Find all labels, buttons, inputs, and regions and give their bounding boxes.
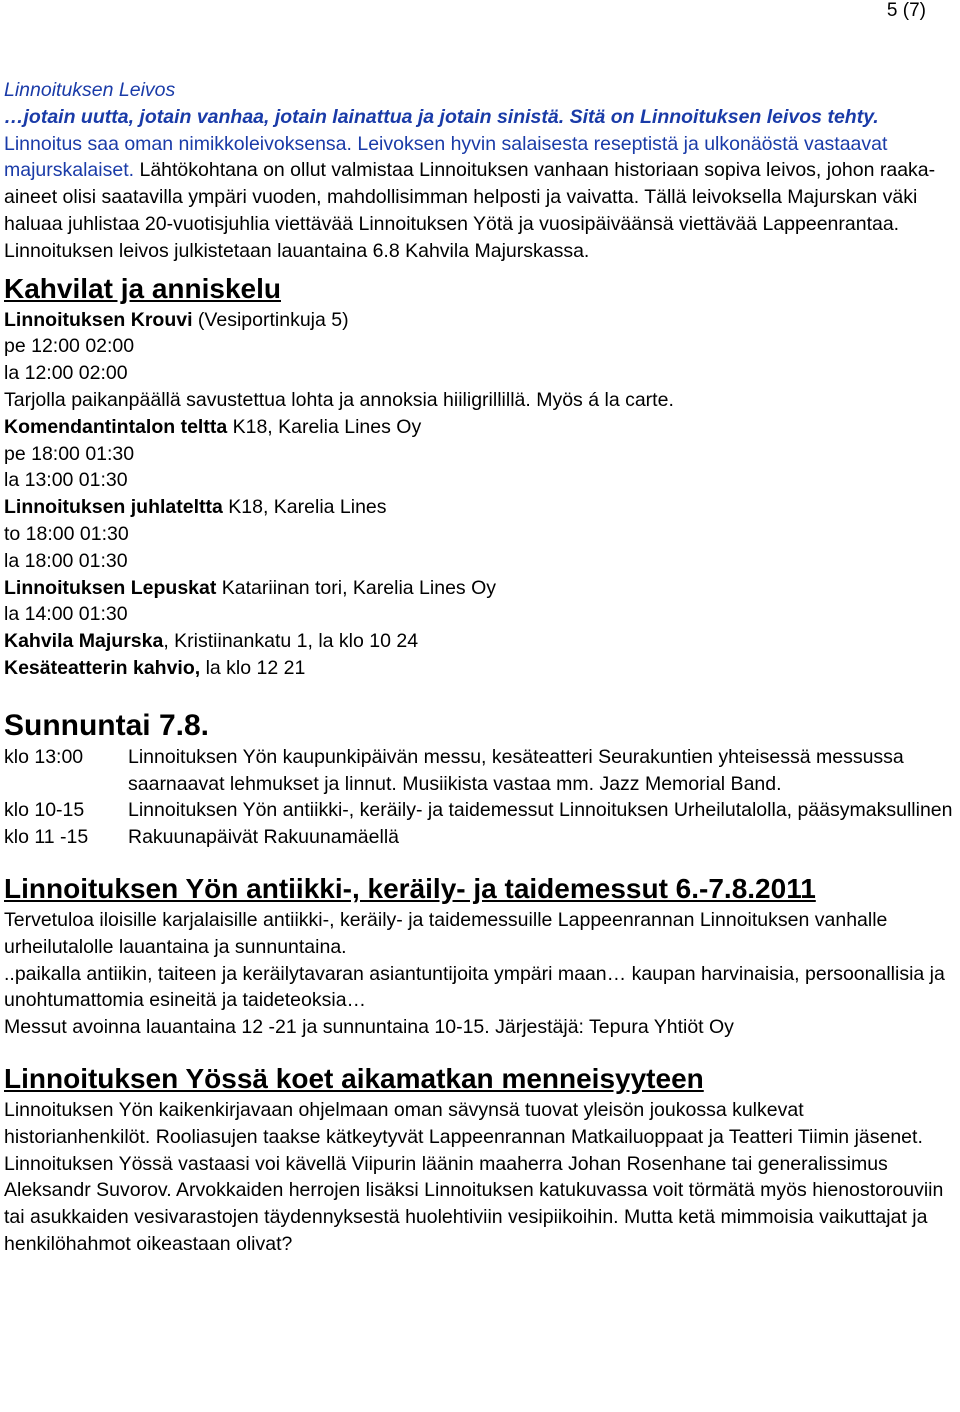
koet-heading: Linnoituksen Yössä koet aikamatkan menneisyyteen — [4, 1062, 704, 1094]
koet-body: Linnoituksen Yön kaikenkirjavaan ohjelmaan oman sävynsä tuovat yleisön joukossa kulkevat historianhenkilöt. Rooliasujen taakse kätkeytyvät Lappeenrannan Matkailuoppaat ja Teatteri Tiimin jäsenet. Linnoituksen Yössä vastaasi voi kävellä Viipurin läänin maaherra Johan Rosenhane tai generalissimus Aleksandr Suvorov. Arvokkaiden herrojen lisäksi Linnoituksen katukuvassa voit törmätä myös hienostorouviin tai asukkaiden vesivarastojen täydennyksestä huolehtiviin vesipiikoihin. Mutta ketä mimmoisia vaikuttajat ja henkilöhahmot oikeastaan olivat? — [4, 1098, 944, 1255]
leivos-release: Linnoituksen leivos julkistetaan lauantaina 6.8 Kahvila Majurskassa. — [4, 239, 590, 262]
sunnuntai-heading: Sunnuntai 7.8. — [4, 708, 210, 742]
schedule-time: klo 10-15 — [4, 799, 85, 822]
messut-section — [4, 871, 954, 1041]
juhlateltta-hours-to: to 18:00 01:30 — [4, 522, 129, 545]
kahvilat-heading: Kahvilat ja anniskelu — [4, 272, 281, 304]
document-page — [4, 0, 954, 1258]
krouvi-hours-la: la 12:00 02:00 — [4, 362, 128, 385]
venue-majurska: Kahvila Majurska, Kristiinankatu 1, la klo 10 24 — [4, 630, 419, 653]
komendantti-hours-pe: pe 18:00 01:30 — [4, 442, 135, 465]
schedule-text: Linnoituksen Yön antiikki-, keräily- ja taidemessut Linnoituksen Urheilutalolla, pääsymaksullinen — [128, 799, 953, 822]
krouvi-hours-pe: pe 12:00 02:00 — [4, 335, 135, 358]
messut-paragraph-2: ..paikalla antiikin, taiteen ja keräilytavaran asiantuntijoita ympäri maan… kaupan harvinaisia, persoonallisia ja unohtumattomia esineitä ja taideteoksia… — [4, 962, 945, 1012]
leivos-subtitle: …jotain uutta, jotain vanhaa, jotain lainattua ja jotain sinistä. Sitä on Linnoituksen leivos tehty. — [4, 105, 879, 128]
page-number: 5 (7) — [886, 0, 926, 21]
krouvi-description: Tarjolla paikanpäällä savustettua lohta ja annoksia hiiligrillillä. Myös á la carte. — [4, 388, 674, 411]
leivos-section — [4, 77, 954, 265]
schedule-time: klo 11 -15 — [4, 826, 89, 849]
schedule-time: klo 13:00 — [4, 745, 84, 768]
leivos-intro: Linnoitus saa oman nimikkoleivoksensa. Leivoksen hyvin salaisesta reseptistä ja ulkonäöstä vastaavat majurskalaiset. — [4, 132, 888, 182]
schedule-table — [4, 744, 954, 851]
venue-komendantti: Komendantintalon teltta K18, Karelia Lines Oy — [4, 415, 422, 438]
venue-kesateatteri: Kesäteatterin kahvio, la klo 12 21 — [4, 656, 306, 679]
messut-paragraph-1: Tervetuloa iloisille karjalaisille antiikki-, keräily- ja taidemessuille Lappeenrannan Linnoituksen vanhalle urheilutalolle lauantaina ja sunnuntaina. — [4, 908, 888, 958]
kahvilat-section — [4, 271, 954, 682]
juhlateltta-hours-la: la 18:00 01:30 — [4, 549, 128, 572]
messut-heading: Linnoituksen Yön antiikki-, keräily- ja taidemessut 6.-7.8.2011 — [4, 872, 816, 904]
schedule-text: Rakuunapäivät Rakuunamäellä — [128, 826, 400, 849]
komendantti-hours-la: la 13:00 01:30 — [4, 469, 128, 492]
venue-lepuskat: Linnoituksen Lepuskat Katariinan tori, Karelia Lines Oy — [4, 576, 496, 599]
leivos-body: Lähtökohtana on ollut valmistaa Linnoituksen vanhaan historiaan sopiva leivos, johon raaka-aineet olisi saatavilla ympäri vuoden, mahdollisimman helposti ja vaivatta. Tällä leivoksella Majurskan väki haluaa juhlistaa 20-vuotisjuhlia viettävää Linnoituksen Yötä ja vuosipäiväänsä viettävää Lappeenrantaa. — [4, 159, 936, 235]
messut-paragraph-3: Messut avoinna lauantaina 12 -21 ja sunnuntaina 10-15. Järjestäjä: Tepura Yhtiöt Oy — [4, 1016, 734, 1039]
lepuskat-hours-la: la 14:00 01:30 — [4, 603, 128, 626]
koet-section — [4, 1061, 954, 1258]
leivos-title: Linnoituksen Leivos — [4, 79, 176, 101]
schedule-text: Linnoituksen Yön kaupunkipäivän messu, kesäteatteri Seurakuntien yhteisessä messussa saarnaavat lehmukset ja linnut. Musiikista vastaa mm. Jazz Memorial Band. — [128, 745, 904, 795]
sunnuntai-section — [4, 708, 954, 851]
venue-juhlateltta: Linnoituksen juhlateltta K18, Karelia Lines — [4, 496, 387, 519]
venue-krouvi: Linnoituksen Krouvi (Vesiportinkuja 5) — [4, 308, 349, 331]
